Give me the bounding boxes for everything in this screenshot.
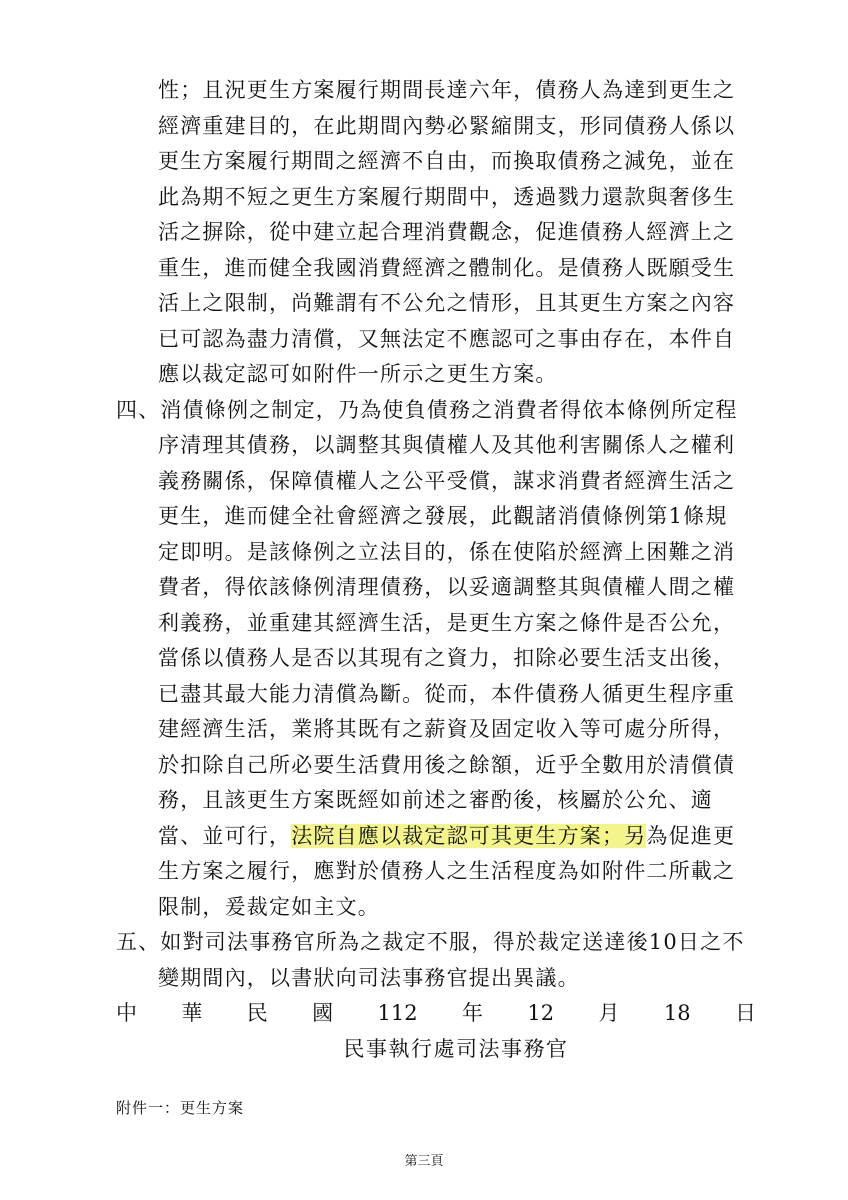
text-line: 五、如對司法事務官所為之裁定不服，得於裁定送達後10日之不 (116, 930, 745, 954)
date-part: 中 (116, 1001, 137, 1025)
text-line: 應以裁定認可如附件一所示之更生方案。 (158, 362, 558, 386)
highlighted-text-line (116, 819, 756, 855)
text-line: 更生，進而健全社會經濟之發展，此觀諸消債條例第1條規 (158, 504, 728, 528)
date-part: 民 (246, 1001, 268, 1025)
page-number: 第三頁 (404, 1154, 444, 1169)
text-line: 限制，爰裁定如主文。 (158, 894, 380, 919)
paragraph-five (116, 925, 756, 996)
text-line: 務，且該更生方案既經如前述之審酌後，核屬於公允、適 (158, 788, 713, 812)
text-line: 序清理其債務，以調整其與債權人及其他利害關係人之權利 (158, 433, 736, 457)
text-line: 建經濟生活，業將其既有之薪資及固定收入等可處分所得， (158, 717, 736, 741)
attachment-label: 附件一：更生方案 (116, 1099, 245, 1117)
date-part: 12 (527, 1001, 555, 1025)
text-line: 活上之限制，尚難謂有不公允之情形，且其更生方案之內容 (158, 291, 736, 315)
text-line: 定即明。是該條例之立法目的，係在使陷於經濟上困難之消 (158, 539, 736, 564)
text-line: 義務關係，保障債權人之公平受償，謀求消費者經濟生活之 (158, 468, 736, 493)
text-line: 活之摒除，從中建立起合理消費觀念，促進債務人經濟上之 (158, 220, 736, 244)
text-line: 更生方案履行期間之經濟不自由，而換取債務之減免，並在 (158, 149, 736, 173)
text-line: 已可認為盡力清償，又無法定不應認可之事由存在，本件自 (158, 326, 736, 351)
text-line: 四、消債條例之制定，乃為使負債務之消費者得依本條例所定程 (116, 397, 738, 422)
text-line: 生方案之履行，應對於債務人之生活程度為如附件二所載之 (158, 859, 736, 883)
date-part: 月 (598, 1001, 620, 1025)
text-line: 此為期不短之更生方案履行期間中，透過戮力還款與奢侈生 (158, 184, 736, 209)
text-line: 當係以債務人是否以其現有之資力，扣除必要生活支出後， (158, 646, 736, 670)
paragraph-three-continued (116, 73, 756, 393)
date-part: 華 (181, 1001, 203, 1025)
text-line: 性；且況更生方案履行期間長達六年，債務人為達到更生之 (158, 78, 736, 102)
date-part: 國 (312, 1001, 334, 1025)
text-line: 已盡其最大能力清償為斷。從而，本件債務人循更生程序重 (158, 681, 736, 706)
text-line: 費者，得依該條例清理債務，以妥適調整其與債權人間之權 (158, 575, 736, 599)
text-segment: 為促進更 (646, 823, 736, 848)
text-line: 變期間內，以書狀向司法事務官提出異議。 (158, 965, 580, 990)
date-part: 18 (663, 1001, 691, 1025)
issuing-officer: 民事執行處司法事務官 (343, 1036, 569, 1061)
text-line: 於扣除自己所必要生活費用後之餘額，近乎全數用於清償債 (158, 752, 736, 777)
text-line: 利義務，並重建其經濟生活，是更生方案之條件是否公允， (158, 610, 736, 635)
ruling-date (116, 996, 756, 1032)
date-part: 年 (461, 1001, 483, 1025)
text-line: 經濟重建目的，在此期間內勢必緊縮開支，形同債務人係以 (158, 113, 736, 138)
date-part: 112 (377, 1001, 418, 1025)
paragraph-four (116, 393, 756, 926)
ruling-body (116, 73, 756, 1067)
highlighted-text: 法院自應以裁定認可其更生方案；另 (291, 823, 647, 848)
text-segment: 當、並可行， (158, 823, 292, 848)
date-part: 日 (734, 1001, 756, 1025)
text-line: 重生，進而健全我國消費經濟之體制化。是債務人既願受生 (158, 255, 736, 280)
